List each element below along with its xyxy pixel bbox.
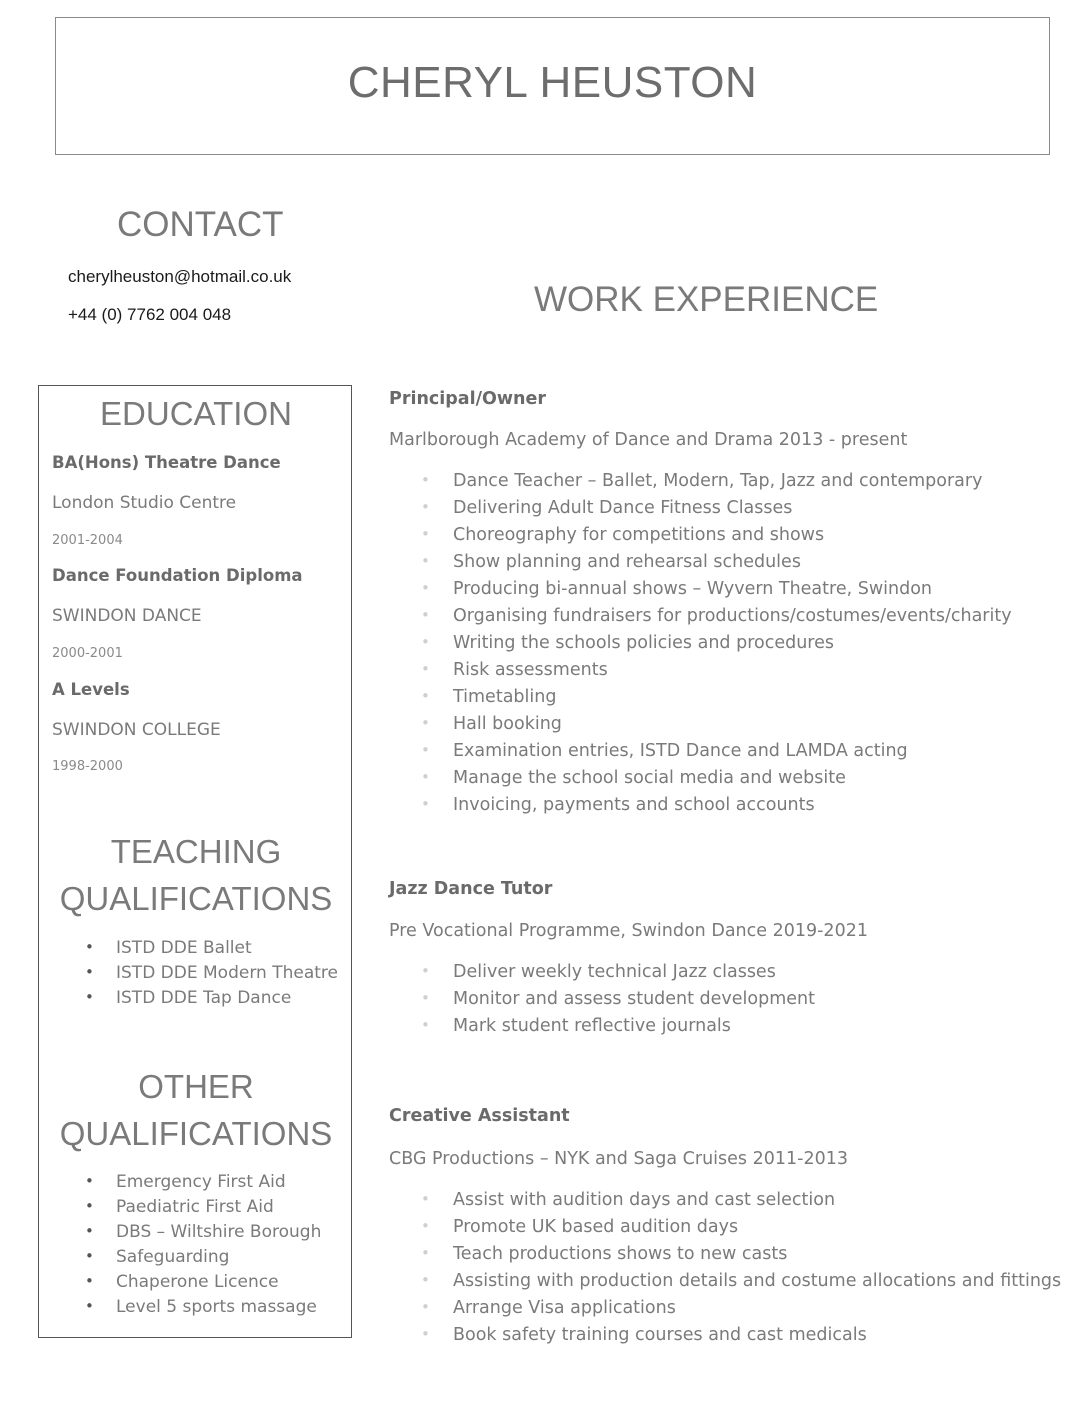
bullet-icon: • (421, 1298, 430, 1316)
job-duties-list (420, 962, 815, 1043)
bullet-icon: • (421, 714, 430, 732)
teaching-heading-line2: QUALIFICATIONS (59, 880, 333, 917)
list-item: • ISTD DDE Tap Dance (85, 988, 292, 1008)
bullet-icon: • (85, 963, 94, 981)
list-item: • Dance Teacher – Ballet, Modern, Tap, Jazz and contemporary (421, 471, 983, 491)
bullet-icon: • (421, 606, 430, 624)
work-experience-heading: WORK EXPERIENCE (534, 280, 879, 319)
bullet-icon: • (421, 989, 430, 1007)
list-item: • Delivering Adult Dance Fitness Classes (421, 498, 793, 518)
list-item: • Book safety training courses and cast medicals (421, 1325, 867, 1345)
list-item: • ISTD DDE Modern Theatre (85, 963, 338, 983)
contact-email[interactable]: cherylheuston@hotmail.co.uk (68, 267, 292, 286)
education-degree: BA(Hons) Theatre Dance (52, 453, 281, 472)
bullet-icon: • (421, 525, 430, 543)
other-qualifications-list (39, 1172, 321, 1322)
bullet-icon: • (421, 1016, 430, 1034)
bullet-icon: • (421, 579, 430, 597)
list-item: • Level 5 sports massage (85, 1297, 317, 1317)
list-item: • Timetabling (421, 687, 557, 707)
bullet-icon: • (421, 1271, 430, 1289)
bullet-icon: • (421, 1325, 430, 1343)
education-degree: Dance Foundation Diploma (52, 566, 303, 585)
list-item: • Choreography for competitions and shows (421, 525, 825, 545)
bullet-icon: • (85, 1197, 94, 1215)
sidebar-box (38, 385, 352, 1338)
education-heading: EDUCATION (100, 395, 292, 432)
teaching-heading-line1: TEACHING (110, 833, 282, 870)
list-item: • DBS – Wiltshire Borough (85, 1222, 322, 1242)
bullet-icon: • (421, 471, 430, 489)
bullet-icon: • (421, 962, 430, 980)
list-item: • Emergency First Aid (85, 1172, 286, 1192)
education-institution: SWINDON COLLEGE (52, 720, 221, 740)
contact-heading: CONTACT (117, 205, 284, 244)
bullet-icon: • (85, 1172, 94, 1190)
education-institution: London Studio Centre (52, 493, 237, 513)
list-item: • Monitor and assess student development (421, 989, 815, 1009)
list-item: • Paediatric First Aid (85, 1197, 274, 1217)
list-item: • Teach productions shows to new casts (421, 1244, 788, 1264)
list-item: • Assist with audition days and cast selection (421, 1190, 836, 1210)
list-item: • Examination entries, ISTD Dance and LAMDA acting (421, 741, 908, 761)
education-years: 2000-2001 (52, 646, 123, 661)
bullet-icon: • (85, 988, 94, 1006)
bullet-icon: • (85, 1272, 94, 1290)
list-item: • Hall booking (421, 714, 562, 734)
bullet-icon: • (421, 1244, 430, 1262)
list-item: • Promote UK based audition days (421, 1217, 739, 1237)
education-institution: SWINDON DANCE (52, 606, 202, 626)
list-item: • Deliver weekly technical Jazz classes (421, 962, 776, 982)
list-item: • Safeguarding (85, 1247, 230, 1267)
bullet-icon: • (85, 938, 94, 956)
list-item: • Chaperone Licence (85, 1272, 279, 1292)
job-organisation: CBG Productions – NYK and Saga Cruises 2011-2013 (389, 1149, 848, 1169)
bullet-icon: • (421, 498, 430, 516)
job-organisation: Pre Vocational Programme, Swindon Dance 2019-2021 (389, 921, 868, 941)
contact-phone[interactable]: +44 (0) 7762 004 048 (68, 305, 232, 324)
other-heading-line2: QUALIFICATIONS (59, 1115, 333, 1152)
bullet-icon: • (85, 1247, 94, 1265)
job-title: Jazz Dance Tutor (389, 879, 553, 899)
bullet-icon: • (421, 1190, 430, 1208)
education-years: 1998-2000 (52, 759, 123, 774)
job-title: Principal/Owner (389, 389, 547, 409)
bullet-icon: • (85, 1297, 94, 1315)
bullet-icon: • (421, 660, 430, 678)
education-degree: A Levels (52, 680, 130, 699)
bullet-icon: • (85, 1222, 94, 1240)
job-organisation: Marlborough Academy of Dance and Drama 2013 - present (389, 430, 908, 450)
list-item: • Assisting with production details and costume allocations and fittings (421, 1271, 1062, 1291)
list-item: • Invoicing, payments and school accounts (421, 795, 815, 815)
list-item: • Manage the school social media and website (421, 768, 846, 788)
list-item: • Writing the schools policies and procedures (421, 633, 834, 653)
bullet-icon: • (421, 1217, 430, 1235)
job-title: Creative Assistant (389, 1106, 570, 1126)
other-heading-line1: OTHER (138, 1068, 254, 1105)
bullet-icon: • (421, 633, 430, 651)
bullet-icon: • (421, 741, 430, 759)
list-item: • ISTD DDE Ballet (85, 938, 252, 958)
teaching-qualifications-list (39, 938, 338, 1013)
list-item: • Producing bi-annual shows – Wyvern Theatre, Swindon (421, 579, 932, 599)
education-years: 2001-2004 (52, 533, 123, 548)
job-duties-list (420, 1190, 1061, 1352)
bullet-icon: • (421, 768, 430, 786)
candidate-name: CHERYL HEUSTON (347, 58, 758, 107)
bullet-icon: • (421, 687, 430, 705)
list-item: • Organising fundraisers for productions/costumes/events/charity (421, 606, 1012, 626)
job-duties-list (420, 471, 1012, 822)
name-header-box (55, 17, 1050, 155)
list-item: • Mark student reflective journals (421, 1016, 731, 1036)
list-item: • Arrange Visa applications (421, 1298, 676, 1318)
list-item: • Show planning and rehearsal schedules (421, 552, 801, 572)
bullet-icon: • (421, 552, 430, 570)
bullet-icon: • (421, 795, 430, 813)
list-item: • Risk assessments (421, 660, 608, 680)
